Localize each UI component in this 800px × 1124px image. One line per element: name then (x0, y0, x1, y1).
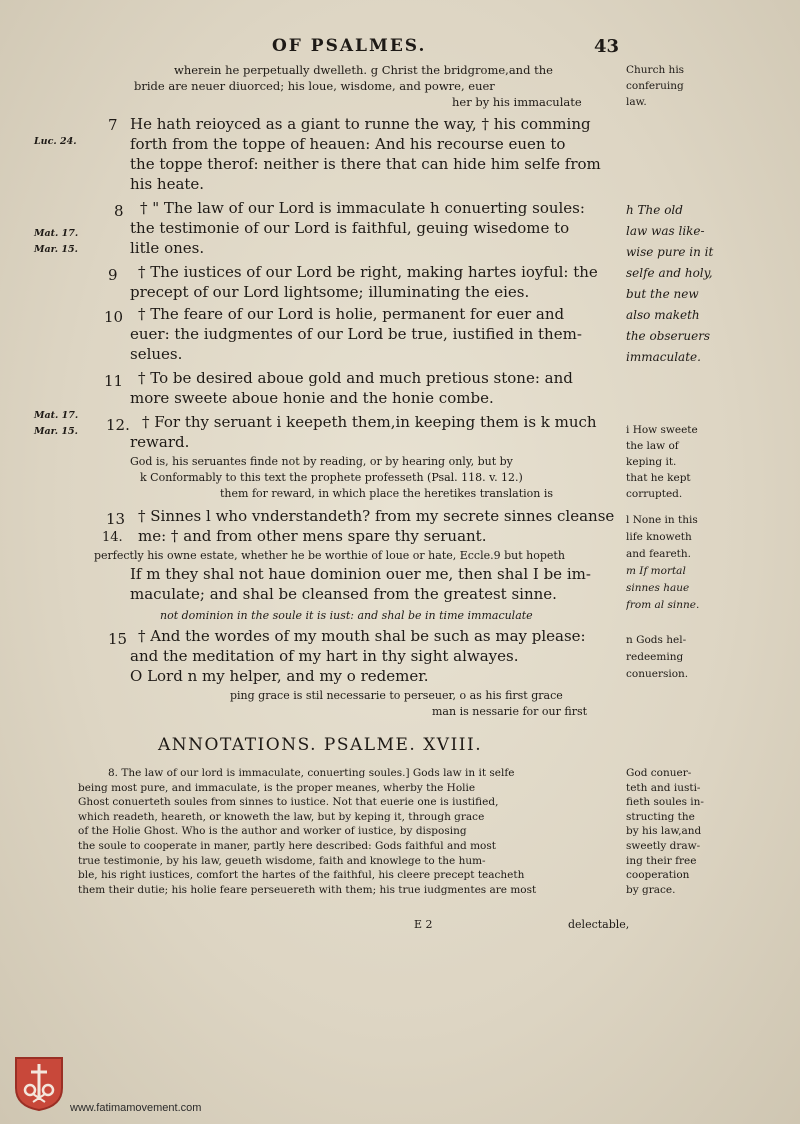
annotation-line: true testimonie, by his law, geueth wisdome, faith and knowlege to the hum- (78, 854, 486, 867)
note-line: them for reward, in which place the heretikes translation is (220, 487, 554, 500)
verse-line: precept of our Lord lightsome; illuminating the eies. (130, 283, 530, 301)
note-line: ping grace is stil necessarie to perseuer, o as his first grace (230, 689, 563, 702)
side-line: also maketh (626, 308, 700, 322)
note-l: perfectly his owne estate, whether he be worthie of loue or hate, Eccle.9 but hopeth (94, 549, 565, 562)
note-line: God is, his seruantes finde not by reading, or by hearing only, but by (130, 455, 513, 468)
verse-line: me: † and from other mens spare thy seruant. (138, 527, 487, 545)
verse-number: 8 (114, 202, 124, 220)
annotations-body (78, 766, 618, 897)
verse-line: † " The law of our Lord is immaculate h conuerting soules: (140, 199, 585, 217)
top-note-line: wherein he perpetually dwelleth. g Christ the bridgrome,and the (174, 63, 553, 77)
side-line: sinnes haue (626, 582, 690, 594)
verse-number: 14. (102, 530, 123, 545)
side-line: wise pure in it (626, 245, 714, 259)
margin-reference: Luc. 24. (34, 136, 77, 147)
running-title: OF PSALMES. (272, 36, 427, 56)
annotations-heading: ANNOTATIONS. PSALME. XVIII. (158, 735, 483, 755)
verse-number: 9 (108, 266, 118, 284)
side-line: Church his (626, 64, 685, 76)
side-line: ing their free (626, 854, 697, 867)
note-line: man is nessarie for our first (432, 705, 588, 718)
verse-15 (130, 626, 618, 686)
note-m: not dominion in the soule it is iust: and shal be in time immaculate (160, 609, 533, 622)
verse-line: selues. (130, 345, 183, 363)
side-line: by his law,and (626, 825, 702, 838)
verse-line: reward. (130, 433, 190, 451)
side-note-i (626, 422, 736, 502)
annotation-line: them their dutie; his holie feare perseuereth with them; his true iudgmentes are most (78, 883, 537, 896)
papal-seal-logo (12, 1054, 66, 1112)
verse-line: his heate. (130, 175, 205, 193)
side-line: l None in this (626, 514, 698, 526)
side-line: n Gods hel- (626, 634, 687, 646)
top-note-side (626, 62, 736, 110)
verse-line: more sweete aboue honie and the honie combe. (130, 389, 494, 407)
annotation-line: of the Holie Ghost. Who is the author and worker of iustice, by disposing (78, 825, 467, 838)
verse-line: euer: the iudgmentes of our Lord be true, iustified in them- (130, 325, 582, 343)
side-line: the obseruers (626, 329, 711, 343)
verse-13 (130, 506, 618, 546)
verse-number: 12. (106, 416, 130, 434)
side-line: the law of (626, 440, 679, 452)
verse-number: 13 (106, 510, 126, 528)
side-line: keping it. (626, 456, 677, 468)
side-line: corrupted. (626, 488, 683, 500)
side-line: law. (626, 96, 647, 108)
side-line: m If mortal (626, 565, 686, 577)
side-line: God conuer- (626, 767, 692, 779)
annotation-line: Ghost conuerteth soules from sinnes to iustice. Not that euerie one is iustified, (78, 796, 499, 809)
side-line: selfe and holy, (626, 266, 713, 280)
side-line: teth and iusti- (626, 781, 701, 794)
verse-12 (130, 412, 618, 452)
verse-line: O Lord n my helper, and my o redemer. (130, 667, 429, 685)
side-line: from al sinne. (626, 599, 700, 611)
annotation-line: ble, his right iustices, comfort the hartes of the faithful, his cleere precept teacheth (78, 869, 525, 882)
side-line: conuersion. (626, 668, 689, 680)
margin-reference: Mar. 15. (34, 426, 78, 437)
verse-line: forth from the toppe of heauen: And his recourse euen to (130, 135, 566, 153)
verse-line: † Sinnes l who vnderstandeth? from my secrete sinnes cleanse (138, 507, 615, 525)
side-line: and feareth. (626, 548, 691, 560)
margin-reference: Mat. 17. (34, 410, 79, 421)
side-line: redeeming (626, 651, 684, 663)
side-line: structing the (626, 810, 695, 823)
verse-line: maculate; and shal be cleansed from the greatest sinne. (130, 585, 557, 603)
side-line: i How sweete (626, 424, 698, 436)
verse-11 (130, 368, 618, 408)
verse-line: the toppe therof: neither is there that can hide him selfe from (130, 155, 601, 173)
verse-13b (130, 564, 618, 604)
signature-mark: E 2 (414, 918, 433, 931)
verse-number: 7 (108, 116, 118, 134)
verse-number: 15 (108, 630, 128, 648)
note-i-k (130, 454, 618, 502)
annotation-line: being most pure, and immaculate, is the proper meanes, wherby the Holie (78, 781, 476, 794)
verse-8 (130, 198, 618, 258)
note-line: k Conformably to this text the prophete professeth (Psal. 118. v. 12.) (140, 471, 523, 484)
catchword: delectable, (568, 918, 630, 931)
verse-line: litle ones. (130, 239, 205, 257)
verse-line: † To be desired aboue gold and much pretious stone: and (138, 369, 573, 387)
side-line: that he kept (626, 472, 691, 484)
side-line: conferuing (626, 80, 684, 92)
note-n (130, 688, 618, 720)
side-line: life knoweth (626, 531, 692, 543)
verse-line: the testimonie of our Lord is faithful, geuing wisedome to (130, 219, 570, 237)
side-line: but the new (626, 287, 699, 301)
side-line: h The old (626, 203, 683, 217)
margin-reference: Mat. 17. (34, 228, 79, 239)
side-line: by grace. (626, 883, 676, 896)
annotation-line: the soule to cooperate in maner, partly here described: Gods faithful and most (78, 839, 496, 852)
verse-line: He hath reioyced as a giant to runne the way, † his comming (130, 115, 591, 133)
annotation-line: 8. The law of our lord is immaculate, conuerting soules.] Gods law in it selfe (108, 767, 515, 779)
side-line: fieth soules in- (626, 796, 704, 809)
verse-9 (130, 262, 618, 302)
side-line: sweetly draw- (626, 839, 701, 852)
annotation-line: which readeth, heareth, or knoweth the law, but by keping it, through grace (78, 810, 485, 823)
side-line: immaculate. (626, 350, 701, 364)
verse-10 (130, 304, 618, 364)
side-line: cooperation (626, 869, 690, 882)
page-number: 43 (594, 36, 620, 57)
side-line: law was like- (626, 224, 705, 238)
annotations-side (626, 766, 736, 897)
verse-number: 10 (104, 308, 124, 326)
verse-7 (130, 114, 618, 194)
side-line (626, 614, 736, 632)
side-note-h (626, 200, 736, 368)
side-note-l-m-n (626, 512, 736, 683)
verse-line: and the meditation of my hart in thy sight alwayes. (130, 647, 519, 665)
verse-line: If m they shal not haue dominion ouer me, then shal I be im- (130, 565, 591, 583)
verse-number: 11 (104, 372, 124, 390)
verse-line: † For thy seruant i keepeth them,in keeping them is k much (142, 413, 597, 431)
margin-reference: Mar. 15. (34, 244, 78, 255)
top-note-line: bride are neuer diuorced; his loue, wisdome, and powre, euer (134, 79, 495, 93)
verse-line: † And the wordes of my mouth shal be such as may please: (138, 627, 586, 645)
footer-url: www.fatimamovement.com (70, 1102, 202, 1114)
top-note-line: her by his immaculate (452, 95, 582, 109)
top-note (130, 62, 618, 110)
verse-line: † The feare of our Lord is holie, permanent for euer and (138, 305, 565, 323)
verse-line: † The iustices of our Lord be right, making hartes ioyful: the (138, 263, 598, 281)
